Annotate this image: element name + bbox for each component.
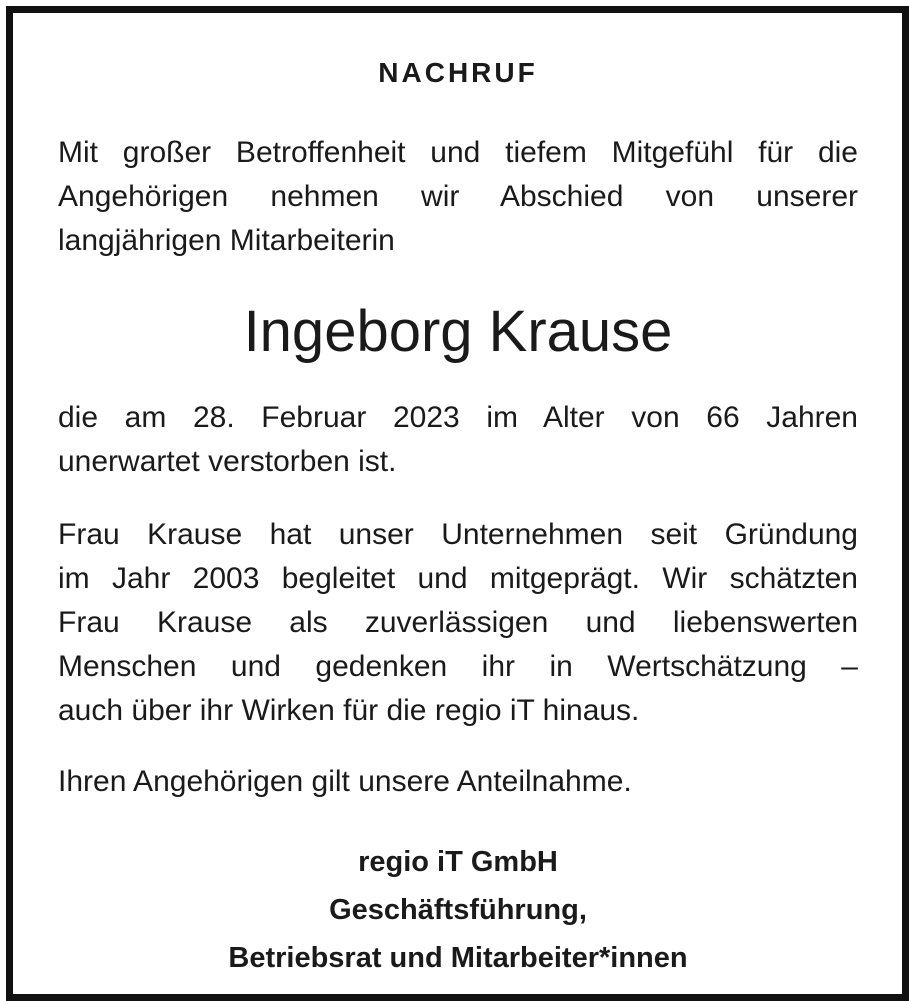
notice-heading: NACHRUF [378,57,538,88]
intro-line: Mit großer Betroffenheit und tiefem Mitgefühl für die [58,136,858,169]
death-paragraph [58,396,858,484]
tribute-line: Menschen und gedenken ihr in Wertschätzung – [58,650,858,683]
signature-staff: Betriebsrat und Mitarbeiter*innen [228,942,688,974]
deceased-name: Ingeborg Krause [243,299,673,364]
notice-frame [6,6,909,1001]
signature-block [58,838,858,982]
signature-company: regio iT GmbH [358,846,558,878]
condolence-text: Ihren Angehörigen gilt unsere Anteilnahme. [58,765,632,798]
death-line: unerwartet verstorben ist. [58,445,397,478]
tribute-line: auch über ihr Wirken für die regio iT hinaus. [58,694,640,727]
tribute-line: Frau Krause hat unser Unternehmen seit Gründung [58,518,858,551]
tribute-paragraph [58,513,858,733]
intro-line: langjährigen Mitarbeiterin [58,224,395,257]
intro-paragraph [58,131,858,263]
signature-management: Geschäftsführung, [329,894,587,926]
death-line: die am 28. Februar 2023 im Alter von 66 Jahren [58,401,858,434]
intro-line: Angehörigen nehmen wir Abschied von unserer [58,180,858,213]
tribute-line: im Jahr 2003 begleitet und mitgeprägt. Wir schätzten [58,562,858,595]
tribute-line: Frau Krause als zuverlässigen und liebenswerten [58,606,858,639]
